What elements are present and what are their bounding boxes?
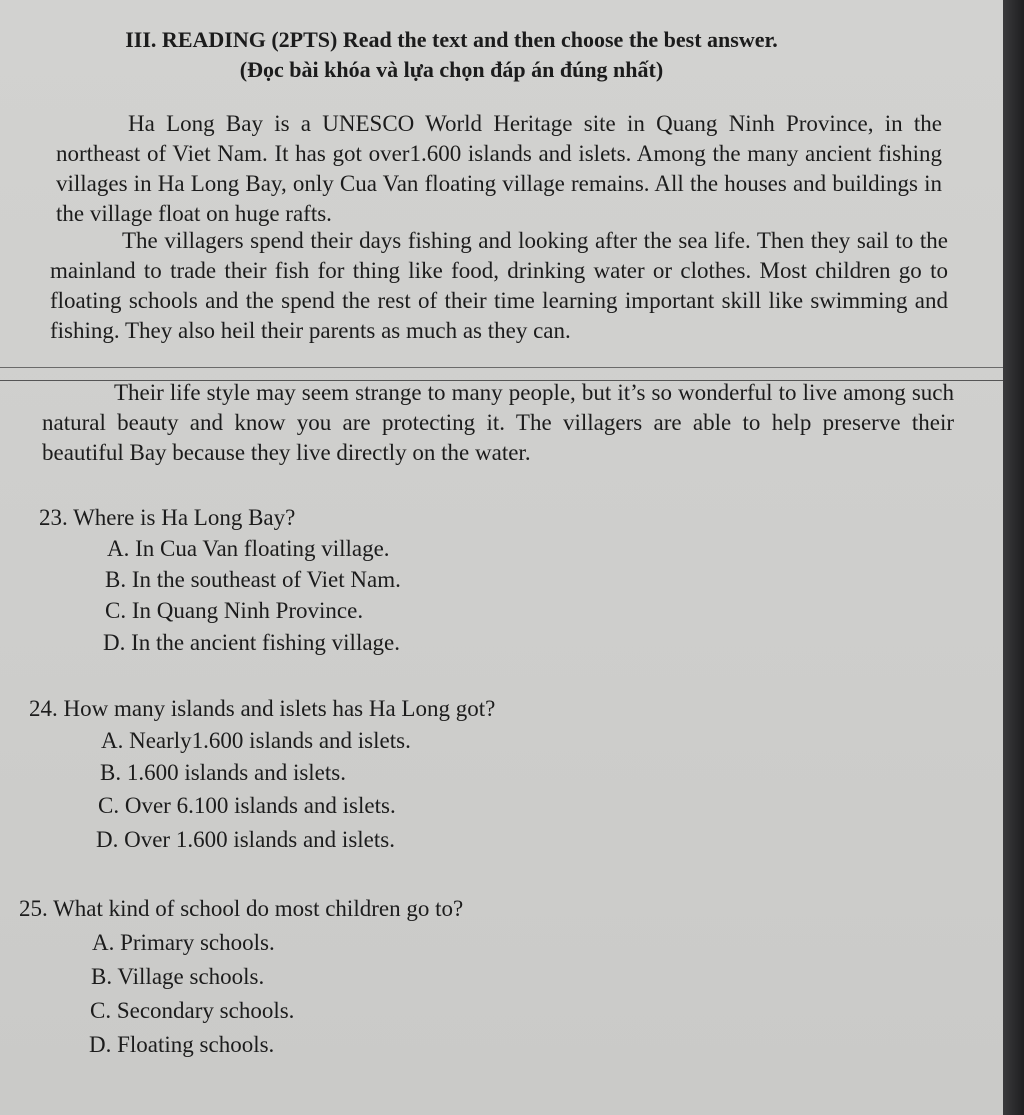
section-title: III. READING (2PTS) Read the text and then choose the best answer. bbox=[125, 27, 778, 52]
question-23-option-b[interactable]: B. In the southeast of Viet Nam. bbox=[105, 567, 401, 592]
background-edge bbox=[1003, 0, 1024, 1115]
section-subtitle: (Đọc bài khóa và lựa chọn đáp án đúng nhất) bbox=[239, 57, 664, 82]
question-25-option-d[interactable]: D. Floating schools. bbox=[89, 1032, 275, 1057]
question-23-option-a[interactable]: A. In Cua Van floating village. bbox=[107, 536, 390, 561]
question-25: 25. What kind of school do most children go to? bbox=[19, 896, 464, 921]
question-24-option-b[interactable]: B. 1.600 islands and islets. bbox=[100, 760, 346, 785]
question-24-option-c[interactable]: C. Over 6.100 islands and islets. bbox=[98, 793, 396, 818]
passage-paragraph-3: Their life style may seem strange to many people, but it’s so wonderful to live among such natural beauty and know you are protecting it. The villagers are able to help preserve their beautiful Bay because they live directly on the water. bbox=[42, 380, 954, 465]
question-24-option-d[interactable]: D. Over 1.600 islands and islets. bbox=[96, 827, 395, 852]
question-25-option-a[interactable]: A. Primary schools. bbox=[92, 930, 275, 955]
passage-paragraph-2: The villagers spend their days fishing and looking after the sea life. Then they sail to the mainland to trade their fish for thing like food, drinking water or clothes. Most children go to floating schools and the spend the rest of their time learning important skill like swimming and fishing. They also heil their parents as much as they can. bbox=[50, 228, 948, 343]
question-24-option-a[interactable]: A. Nearly1.600 islands and islets. bbox=[101, 728, 411, 753]
question-24: 24. How many islands and islets has Ha Long got? bbox=[29, 696, 496, 721]
question-25-option-c[interactable]: C. Secondary schools. bbox=[90, 998, 295, 1023]
question-23-option-d[interactable]: D. In the ancient fishing village. bbox=[103, 630, 401, 655]
fold-line bbox=[0, 367, 1003, 368]
question-23: 23. Where is Ha Long Bay? bbox=[39, 505, 296, 530]
passage-paragraph-1: Ha Long Bay is a UNESCO World Heritage site in Quang Ninh Province, in the northeast of Viet Nam. It has got over1.600 islands and islets. Among the many ancient fishing villages in Ha Long Bay, only Cua Van floating village remains. All the houses and buildings in the village float on huge rafts. bbox=[56, 111, 942, 226]
question-25-option-b[interactable]: B. Village schools. bbox=[91, 964, 265, 989]
question-23-option-c[interactable]: C. In Quang Ninh Province. bbox=[105, 598, 364, 623]
